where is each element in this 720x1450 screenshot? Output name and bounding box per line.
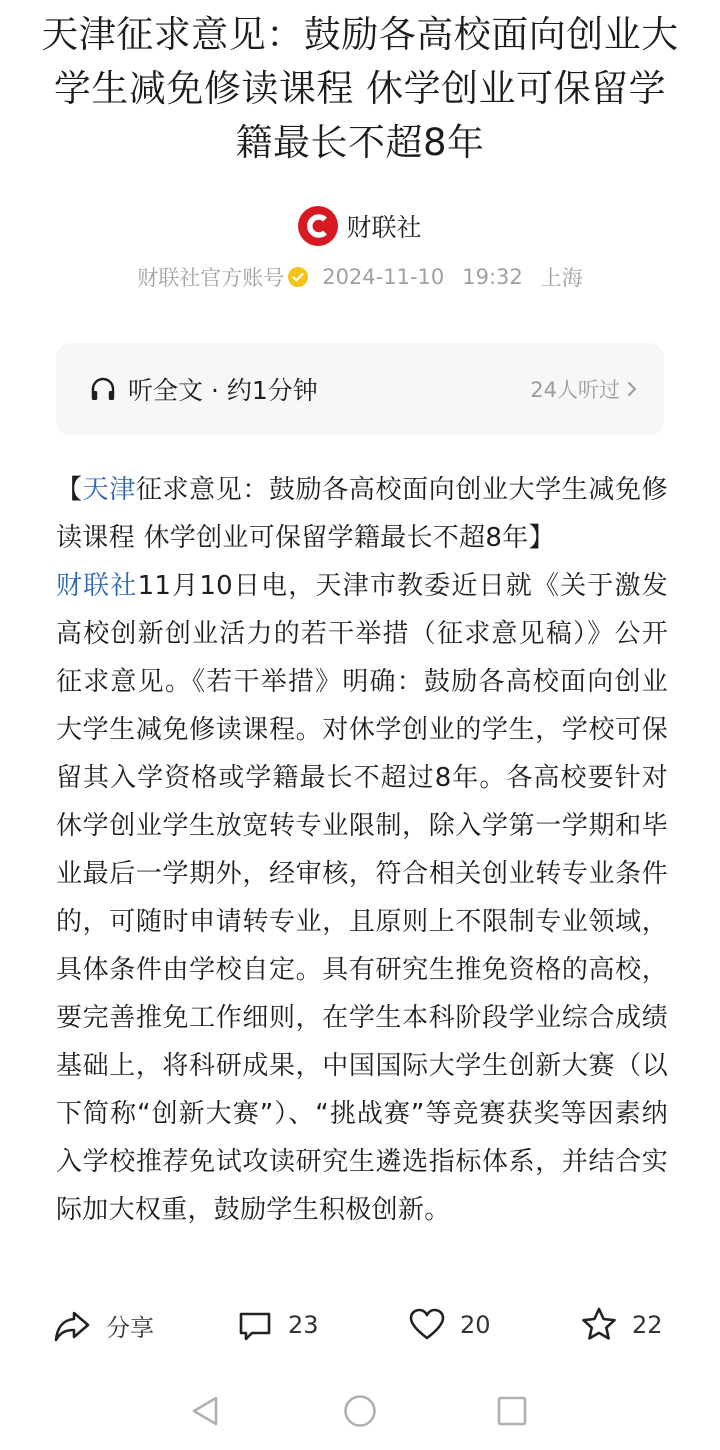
bracket-open: 【 <box>56 475 83 505</box>
share-label: 分享 <box>106 1313 154 1342</box>
comment-count: 23 <box>288 1311 319 1339</box>
system-nav-bar <box>0 1386 720 1436</box>
cls-logo-icon[interactable] <box>298 206 338 246</box>
share-icon <box>52 1305 92 1345</box>
favorite-count: 22 <box>632 1311 663 1339</box>
source-name[interactable]: 财联社 <box>346 213 422 242</box>
comment-button[interactable] <box>236 1300 319 1350</box>
tag-link-tianjin[interactable]: 天津 <box>82 475 136 505</box>
article-meta <box>0 262 720 292</box>
article-body <box>56 466 668 1234</box>
back-triangle-icon[interactable] <box>189 1394 223 1428</box>
share-button[interactable] <box>52 1300 154 1350</box>
article-title: 天津征求意见：鼓励各高校面向创业大学生减免修读课程 休学创业可保留学籍最长不超8年 <box>41 13 679 164</box>
action-bar <box>0 1300 720 1350</box>
account-name[interactable]: 财联社官方账号 <box>137 266 285 290</box>
star-icon <box>580 1305 618 1345</box>
headphone-icon <box>88 374 118 404</box>
publish-location: 上海 <box>540 266 583 290</box>
publish-date: 2024-11-10 <box>322 265 445 289</box>
recent-square-icon[interactable] <box>495 1394 529 1428</box>
home-circle-icon[interactable] <box>342 1394 378 1430</box>
like-button[interactable] <box>408 1300 491 1350</box>
source-link[interactable]: 财联社 <box>56 571 138 601</box>
comment-icon <box>236 1305 274 1345</box>
listeners-text: 24人听过 <box>530 378 620 402</box>
source-row <box>0 206 720 246</box>
like-count: 20 <box>460 1311 491 1339</box>
listen-full-text-bar[interactable] <box>56 343 664 435</box>
verified-badge-icon <box>288 267 308 287</box>
listeners-count[interactable] <box>530 374 638 404</box>
chevron-right-icon <box>626 380 638 398</box>
heart-icon <box>408 1305 446 1345</box>
body-headline: 征求意见：鼓励各高校面向创业大学生减免修读课程 休学创业可保留学籍最长不超8年】 <box>56 475 668 553</box>
listen-label: 听全文 · 约1分钟 <box>128 376 318 405</box>
favorite-button[interactable] <box>580 1300 663 1350</box>
body-text: 11月10日电，天津市教委近日就《关于激发高校创新创业活力的若干举措（征求意见稿）》公开征求意见。《若干举措》明确：鼓励各高校面向创业大学生减免修读课程。对休学创业的学生，学校可保留其入学资格或学籍最长不超过8年。各高校要针对休学创业学生放宽转专业限制，除入学第一学期和毕业最后一学期外，经审核，符合相关创业转专业条件的，可随时申请转专业，且原则上不限制专业领域，具体条件由学校自定。具有研究生推免资格的高校，要完善推免工作细则，在学生本科阶段学业综合成绩基础上，将科研成果，中国国际大学生创新大赛（以下简称“创新大赛”）、“挑战赛”等竞赛获奖等因素纳入学校推荐免试攻读研究生遴选指标体系，并结合实际加大权重，鼓励学生积极创新。 <box>56 571 668 1225</box>
publish-time: 19:32 <box>462 265 523 289</box>
